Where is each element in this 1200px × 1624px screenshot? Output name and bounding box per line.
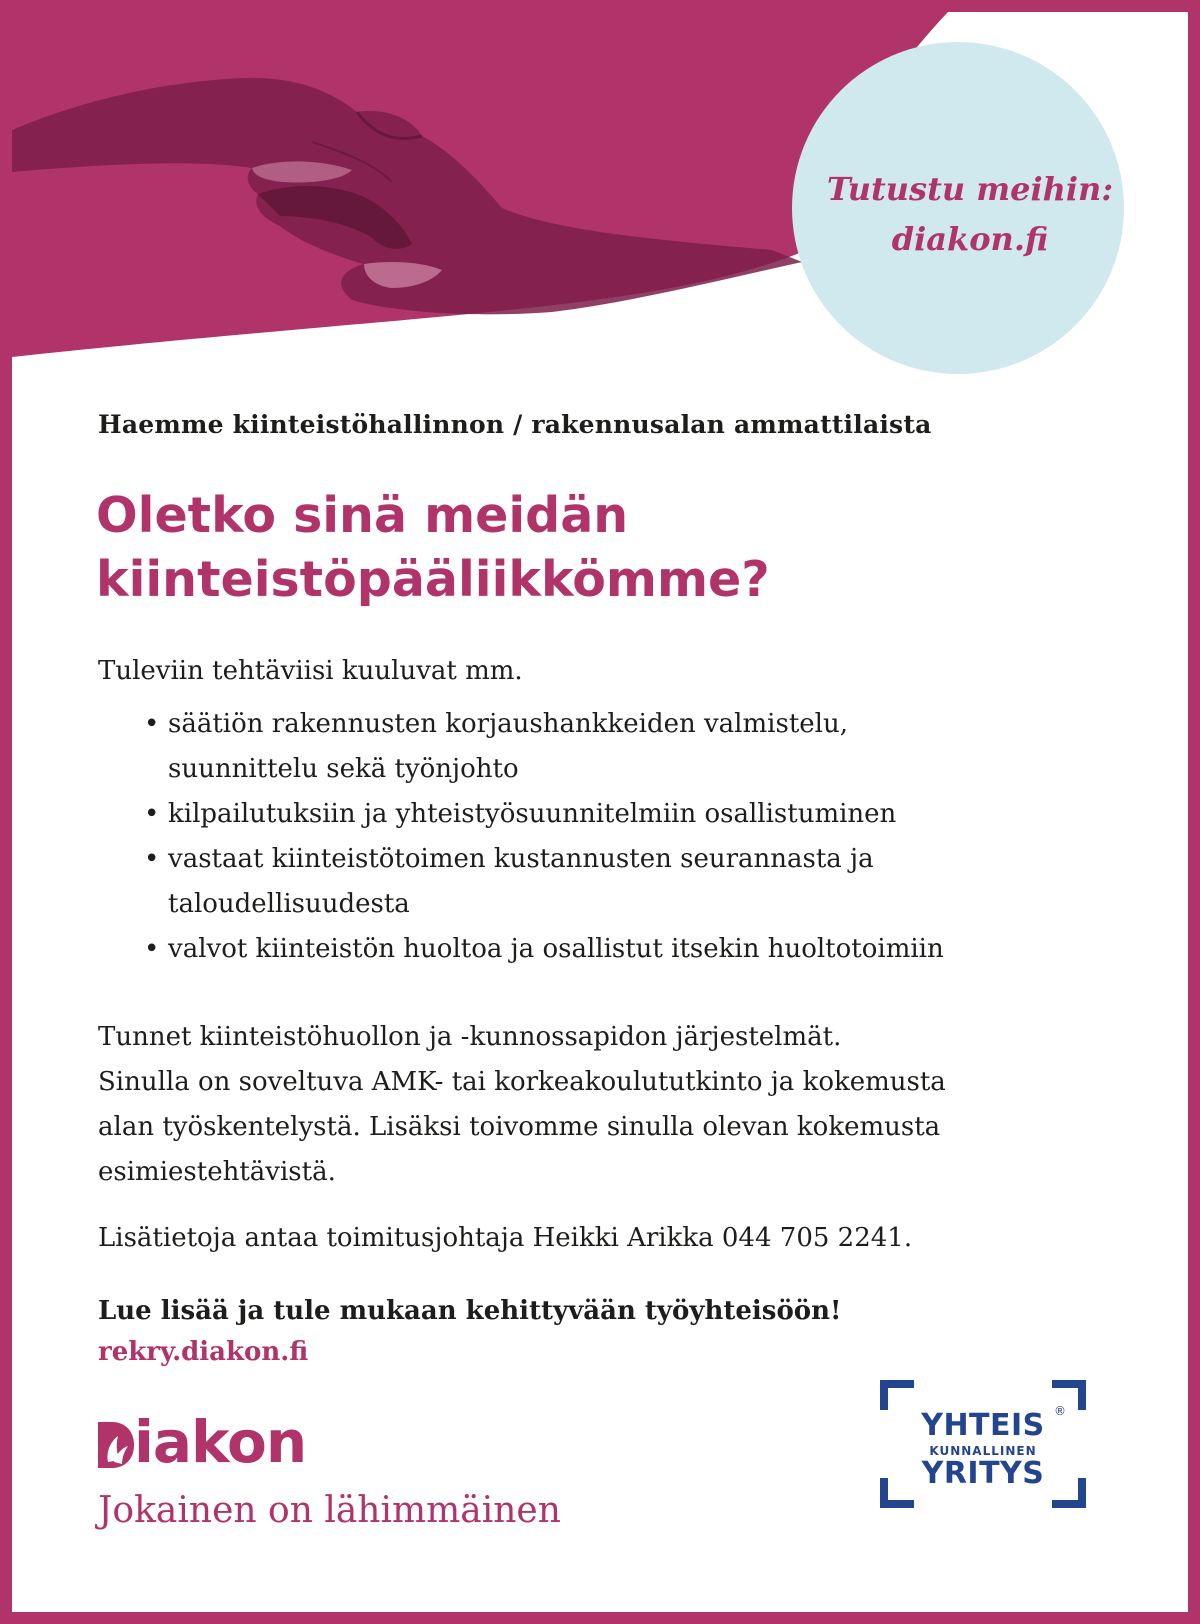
duties-list bbox=[98, 702, 1148, 972]
list-item-line2: taloudellisuudesta bbox=[168, 889, 410, 919]
list-item bbox=[98, 792, 1148, 837]
registered-mark: ® bbox=[1054, 1404, 1066, 1418]
requirements-line4: esimiestehtävistä. bbox=[98, 1157, 336, 1187]
diakon-wordmark: iakon bbox=[134, 1408, 307, 1476]
list-item-line1: • kilpailutuksiin ja yhteistyösuunnitelmiin osallistuminen bbox=[168, 799, 897, 829]
circle-line1: Tutustu meihin: bbox=[826, 170, 1114, 208]
kicker-text: Haemme kiinteistöhallinnon / rakennusalan ammattilaista bbox=[98, 410, 932, 439]
call-to-action: Lue lisää ja tule mukaan kehittyvään työyhteisöön! bbox=[98, 1296, 842, 1326]
badge-line2: KUNNALLINEN bbox=[929, 1444, 1037, 1458]
headline-line1: Oletko sinä meidän bbox=[96, 487, 629, 544]
requirements-paragraph bbox=[98, 1015, 1138, 1195]
circle-line2[interactable]: diakon.fi bbox=[891, 220, 1049, 258]
brand-tagline: Jokainen on lähimmäinen bbox=[98, 1490, 561, 1531]
list-item-line1: • säätiön rakennusten korjaushankkeiden valmistelu, bbox=[168, 709, 848, 739]
hero-banner bbox=[12, 12, 1188, 382]
list-item-line1: • vastaat kiinteistötoimen kustannusten seurannasta ja bbox=[168, 844, 874, 874]
badge-line1: YHTEIS bbox=[921, 1408, 1045, 1443]
list-item bbox=[98, 702, 1148, 792]
requirements-line1: Tunnet kiinteistöhuollon ja -kunnossapidon järjestelmät. bbox=[98, 1022, 842, 1052]
list-item bbox=[98, 837, 1148, 927]
circle-cta[interactable] bbox=[820, 164, 1120, 264]
headline bbox=[96, 484, 1096, 612]
yhteiskunnallinen-yritys-badge bbox=[880, 1380, 1086, 1508]
contact-info: Lisätietoja antaa toimitusjohtaja Heikki Arikka 044 705 2241. bbox=[98, 1223, 913, 1253]
requirements-line2: Sinulla on soveltuva AMK- tai korkeakoulututkinto ja kokemusta bbox=[98, 1067, 946, 1097]
diakon-logo-mark-icon bbox=[96, 1418, 136, 1472]
headline-line2: kiinteistöpääliikkömme? bbox=[96, 551, 770, 608]
badge-line3: YRITYS bbox=[921, 1456, 1045, 1491]
list-item-line2: suunnittelu sekä työnjohto bbox=[168, 754, 519, 784]
recruitment-link[interactable]: rekry.diakon.fi bbox=[98, 1337, 309, 1367]
job-ad-page bbox=[12, 12, 1188, 1612]
list-item bbox=[98, 927, 1148, 972]
requirements-line3: alan työskentelystä. Lisäksi toivomme sinulla olevan kokemusta bbox=[98, 1112, 941, 1142]
list-item-line1: • valvot kiinteistön huoltoa ja osallistut itsekin huoltotoimiin bbox=[168, 934, 944, 964]
intro-text: Tuleviin tehtäviisi kuuluvat mm. bbox=[98, 656, 523, 686]
